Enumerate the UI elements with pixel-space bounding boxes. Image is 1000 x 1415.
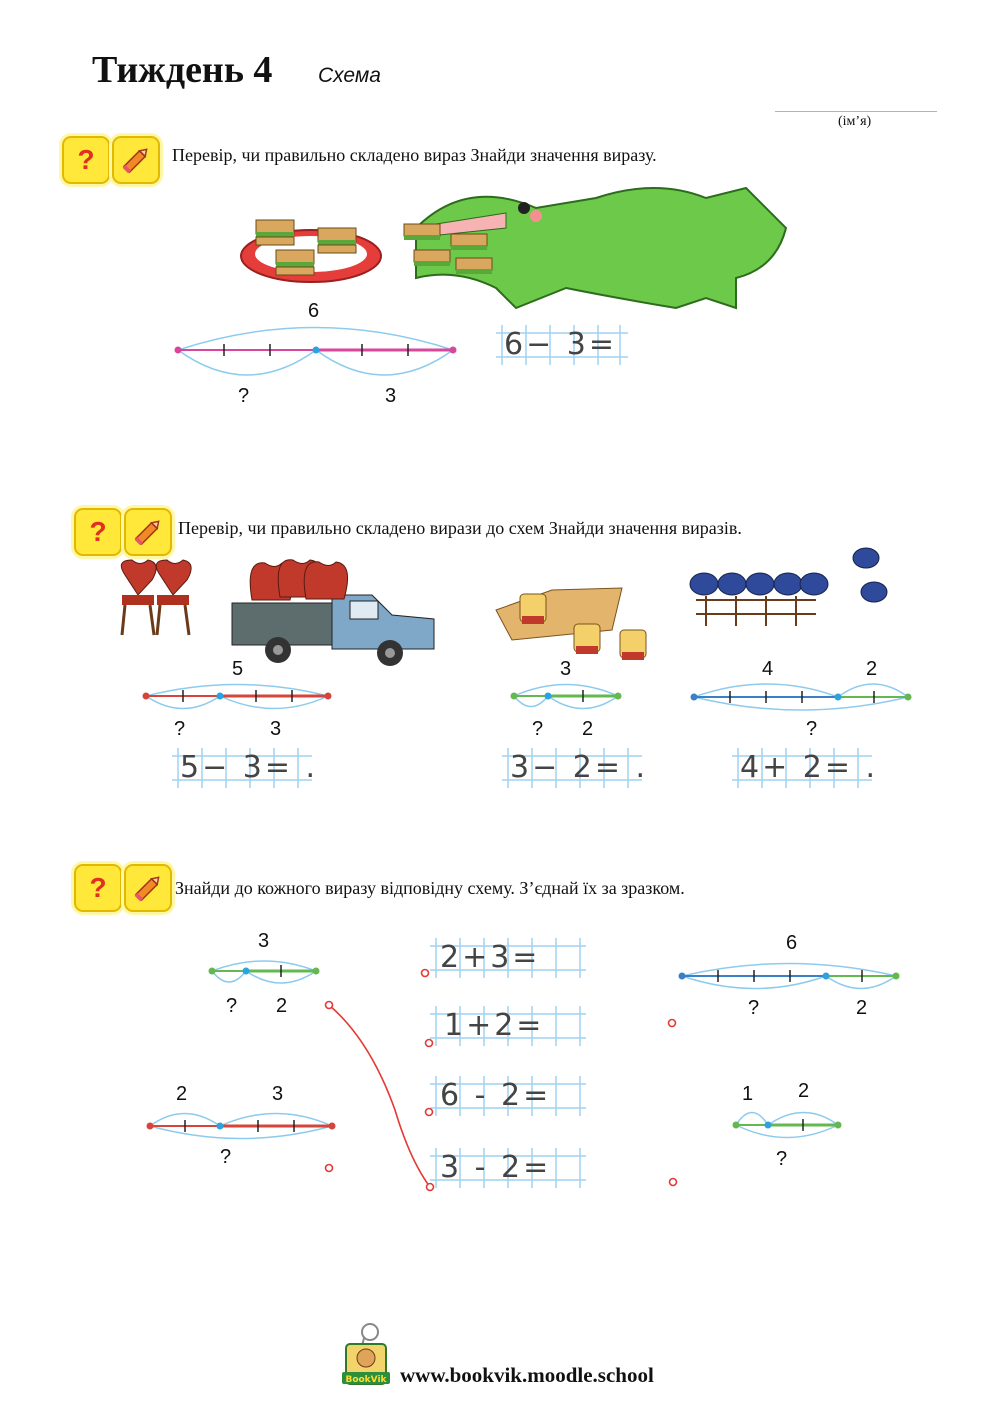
right-arc xyxy=(316,350,453,375)
scheme-right-label: 2 xyxy=(276,995,288,1017)
pencil-icon xyxy=(131,871,165,905)
sandwich-icon xyxy=(404,224,440,240)
footer-website[interactable]: www.bookvik.moodle.school xyxy=(400,1363,654,1387)
scheme-top-left-label: 4 xyxy=(762,658,774,680)
scheme-top-left-label: 2 xyxy=(176,1083,188,1105)
sandwich-icon xyxy=(451,234,487,250)
scheme-total-label: ? xyxy=(220,1146,232,1168)
connection-point[interactable] xyxy=(670,1179,677,1186)
scheme-total-label: ? xyxy=(806,718,818,740)
jar-icon xyxy=(574,624,600,654)
bookvik-logo xyxy=(336,1322,396,1390)
question-badge: ? xyxy=(74,864,122,912)
bird-icon xyxy=(800,573,828,595)
left-arc xyxy=(178,350,316,375)
sandwich-icon xyxy=(414,250,450,266)
task-3-scheme-4 xyxy=(730,1104,846,1154)
task-3-scheme-1 xyxy=(206,955,326,1005)
scheme-total-label: ? xyxy=(776,1148,788,1170)
task-2-expression-a[interactable]: 5− 3= . xyxy=(180,750,319,785)
task-3-expression-2[interactable]: 1+2= xyxy=(444,1008,545,1043)
pencil-icon xyxy=(119,143,153,177)
scheme-total-label: 5 xyxy=(232,658,244,680)
task-3-expression-1[interactable]: 2+3= xyxy=(440,940,541,975)
sandwich-icon xyxy=(318,228,356,253)
scheme-right-label: 2 xyxy=(856,997,868,1019)
birds-illustration xyxy=(676,542,906,632)
connection-point[interactable] xyxy=(422,970,429,977)
jar-icon xyxy=(520,594,546,624)
scheme-top-right-label: 3 xyxy=(272,1083,284,1105)
task-1-scheme xyxy=(170,300,470,410)
truck-icon xyxy=(232,560,434,666)
sandwich-icon xyxy=(256,220,294,245)
task-3-scheme-2 xyxy=(144,1105,344,1155)
scheme-top-left-label: 1 xyxy=(742,1083,754,1105)
bird-icon xyxy=(861,582,887,602)
task-3-scheme-3 xyxy=(676,955,906,1005)
connection-point[interactable] xyxy=(326,1165,333,1172)
scheme-top-right-label: 2 xyxy=(798,1080,810,1102)
bird-icon xyxy=(853,548,879,568)
scheme-total-label: 6 xyxy=(786,932,798,954)
connection-point[interactable] xyxy=(669,1020,676,1027)
scheme-left-label: ? xyxy=(748,997,760,1019)
sandwich-icon xyxy=(456,258,492,274)
sandwich-icon xyxy=(276,250,314,275)
name-input-line[interactable] xyxy=(775,111,937,112)
page-subtitle: Схема xyxy=(318,64,381,87)
scheme-right-label: 3 xyxy=(270,718,282,740)
chairs-truck-illustration xyxy=(110,555,440,670)
bird-icon xyxy=(774,573,802,595)
question-badge: ? xyxy=(74,508,122,556)
task-2-scheme-c xyxy=(688,675,918,725)
connection-point[interactable] xyxy=(326,1002,333,1009)
scheme-right-label: 3 xyxy=(385,385,397,407)
scheme-left-label: ? xyxy=(226,995,238,1017)
chair-icon xyxy=(121,560,156,635)
task-2-instruction: Перевір, чи правильно складено вирази до схем Знайди значення виразів. xyxy=(178,518,742,538)
scheme-right-label: 2 xyxy=(582,718,594,740)
task-2-scheme-a xyxy=(140,675,340,725)
scheme-left-label: ? xyxy=(238,385,250,407)
pencil-badge xyxy=(124,864,172,912)
jars-illustration xyxy=(492,580,672,670)
task-3-instruction: Знайди до кожного виразу відповідну схему. З’єднай їх за зразком. xyxy=(175,878,685,898)
scheme-left-label: ? xyxy=(532,718,544,740)
task-3-expression-4[interactable]: 3 - 2= xyxy=(440,1150,552,1185)
bird-icon xyxy=(746,573,774,595)
pencil-badge xyxy=(124,508,172,556)
sample-connection-line xyxy=(329,1005,430,1187)
task-1-instruction: Перевір, чи правильно складено вираз Знайди значення виразу. xyxy=(172,145,657,165)
task-2-scheme-b xyxy=(508,675,628,725)
name-label: (ім’я) xyxy=(838,114,872,129)
task-2-expression-c[interactable]: 4+ 2= . xyxy=(740,750,879,785)
pencil-badge xyxy=(112,136,160,184)
jar-icon xyxy=(620,630,646,660)
bird-icon xyxy=(690,573,718,595)
task-1-expression[interactable]: 6− 3= xyxy=(504,327,617,362)
task-2-expression-b[interactable]: 3− 2= . xyxy=(510,750,649,785)
question-badge: ? xyxy=(62,136,110,184)
scheme-top-right-label: 2 xyxy=(866,658,878,680)
scheme-left-label: ? xyxy=(174,718,186,740)
svg-text:BookVik: BookVik xyxy=(345,1375,387,1385)
scheme-total-label: 3 xyxy=(560,658,572,680)
scheme-total-label: 6 xyxy=(308,300,320,322)
scheme-total-label: 3 xyxy=(258,930,270,952)
page-title: Тиждень 4 xyxy=(92,49,273,91)
bird-icon xyxy=(718,573,746,595)
pencil-icon xyxy=(131,515,165,549)
task-3-expression-3[interactable]: 6 - 2= xyxy=(440,1078,552,1113)
chair-icon xyxy=(156,560,191,635)
